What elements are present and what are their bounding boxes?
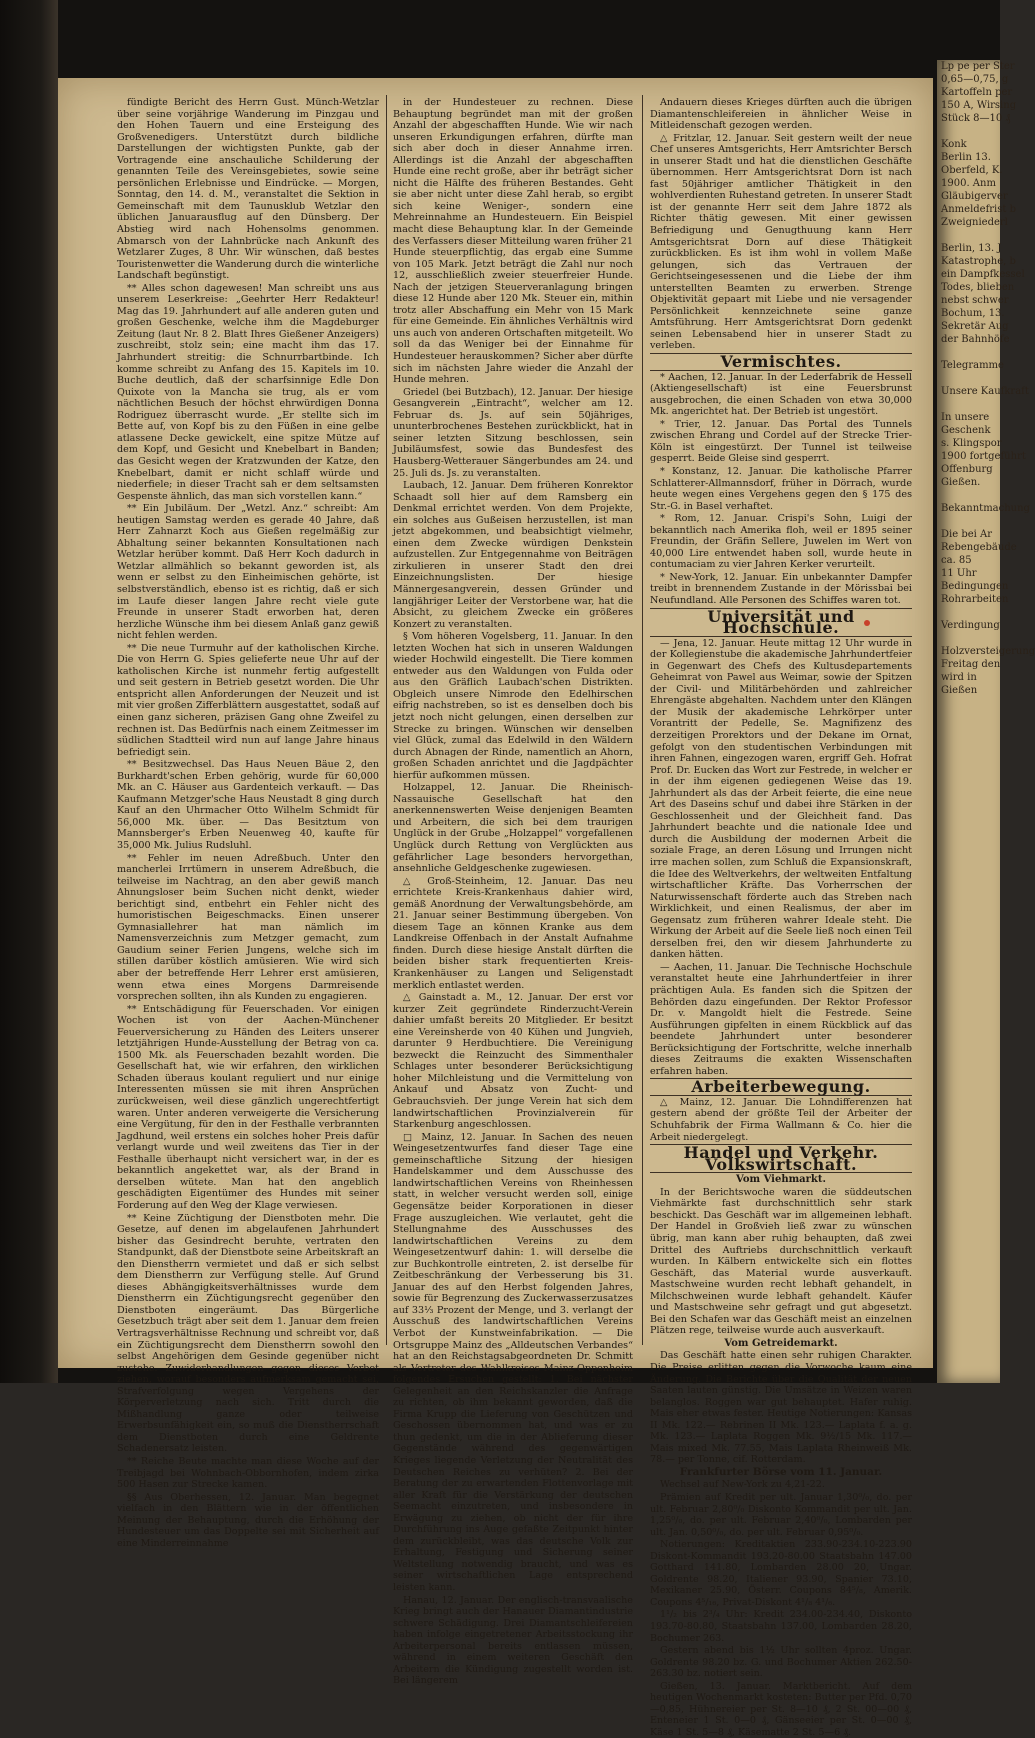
adjacent-page-line: Verdingung — [941, 620, 1000, 631]
article-paragraph: Prämien auf Kredit per ult. Januar 1,30⁰/₀, do. per ult. Februar 2,80⁰/₀ Diskonto Kommandit per ult. Jan. 1,25⁰/₀, do. per ult. Februar 2,40⁰/₀, Lombarden per ult. Jan. 0,50⁰/₀, do. per ult. Februar 0,95⁰/₀. — [650, 1491, 912, 1538]
adjacent-page-line: Die bei Ar — [941, 529, 993, 540]
adjacent-page-line: Telegramme — [941, 360, 1004, 371]
article-paragraph: — Jena, 12. Januar. Heute mittag 12 Uhr wurde in der Kollegienstube die akademische Jahrhundertfeier in Gegenwart des Chefs des Kultusdepartements Geheimrat von Pawel aus Weimar, sowie der Spitzen der Civil- und Militärbehörden und zahlreicher Ehrengäste abgehalten. Nachdem unter den Klängen der Musik der akademische Lehrkörper unter Vorantritt der Pedelle, Se. Magnifizenz des derzeitigen Prorektors und der Dekane im Ornat, gefolgt von den studentischen Verbindungen mit ihren Fahnen, eingezogen waren, ergriff Geh. Hofrat Prof. Dr. Eucken das Wort zur Festrede, in welcher er in der ihm eigenen gediegenen Weise das 19. Jahrhundert als das der Arbeit feierte, die eine neue Art des Daseins schuf und dabei ihre Stärken in der Geschlossenheit und der Gleichheit fand. Das Jahrhundert beachte und die nationale Idee und durch die Ausbildung der modernen Arbeit die soziale Frage, an deren Lösung und Irrungen nicht irre machen sollen, zum Schluß die Expansionskraft, die Idee des Weltverkehrs, der weltweiten Entfaltung wirtschaftlicher Kräfte. Das Vorherrschen der Naturwissenschaft förderte auch das Streben nach Wirklichkeit, und einen Realismus, der aber im Gegensatz zum früheren wahrer Ideale steht. Die Wirkung der Arbeit auf die Seele ließ noch einen Teil derselben frei, den wir diesem Jahrhunderte zu danken hätten. — [650, 637, 912, 961]
article-paragraph: in der Hundesteuer zu rechnen. Diese Behauptung begründet man mit der großen Anzahl der abgeschafften Hunde. Wie wir nach unseren Erkundigungen erfahren, dürfte man sich aber doch in dieser Annahme irren. Allerdings ist die Anzahl der abgeschafften Hunde eine recht große, aber ihr beträgt sicher nicht die Hälfte des früheren Bestandes. Geht sie aber nicht unter diese Zahl herab, so ergibt sich keine Weniger-, sondern eine Mehreinnahme an Hundesteuern. Ein Beispiel macht diese Behauptung klar. In der Gemeinde des Verfassers dieser Mitteilung waren früher 21 Hunde steuerpflichtig, das ergab eine Summe von 105 Mark. Jetzt beträgt die Zahl nur noch 12, ausschließlich zweier steuerfreier Hunde. Nach der jetzigen Steuerveranlagung bringen diese 12 Hunde aber 120 Mk. Steuer ein, mithin trotz aller Abschaffung ein Mehr von 15 Mark für eine Gemeinde. Ein ähnliches Verhältnis wird uns auch von anderen Ortschaften mitgeteilt. Wo soll da das Weniger bei der Einnahme für Hundesteuer herauskommen? Sicher aber dürfte sich im nächsten Jahre wieder die Anzahl der Hunde mehren. — [393, 97, 633, 386]
article-paragraph: ** Keine Züchtigung der Dienstboten mehr. Die Gesetze, auf denen im abgelaufenen Jahrhundert bisher das Gesindrecht beruhte, vertraten den Standpunkt, daß der Dienstbote seine Arbeitskraft an den Dienstherrn vermietet und daß er sich selbst dem Dienstherrn zur Verfügung stelle. Auf Grund dieses Abhängigkeitsverhältnisses wurde dem Dienstherrn ein Züchtigungsrecht gegenüber den Dienstboten eingeräumt. Das Bürgerliche Gesetzbuch trägt aber seit dem 1. Januar dem freien Vertragsverhältnisse Rechnung und schreibt vor, daß ein Züchtigungsrecht dem Dienstherrn sowohl den selbst Angehörigen dem Gesinde gegenüber nicht zustehe. Zuwiderhandlungen gegen dieses Verbot ziehen, worauf besonders aufmerksam gemacht sei, Strafverfolgung wegen Vergehens der Körperverletzung nach sich. Tritt durch die Mißhandlung ganze oder teilweise Erwerbsunfähigkeit ein, so muß die Dienstherrschaft dem Dienstboten durch eine Geldrente Schadenersatz leisten. — [117, 1212, 379, 1455]
adjacent-page-line: 0,65—0,75, g — [941, 74, 1009, 85]
article-paragraph: ** Besitzwechsel. Das Haus Neuen Bäue 2, den Burkhardt'schen Erben gehörig, wurde für 60,000 Mk. an C. Häuser aus Gardenteich verkauft. — Das Kaufmann Metzger'sche Haus Neustadt 8 ging durch Kauf an den Uhrmacher Otto Wilhelm Schmidt für 56,000 Mk. über. — Das Besitztum von Mannsberger's Erben Neuenweg 40, kaufte für 35,000 Mk. Julius Rudsluhl. — [117, 759, 379, 851]
adjacent-page-line: Berlin, 13. J — [941, 243, 1002, 254]
article-paragraph: □ Mainz, 12. Januar. In Sachen des neuen Weingesetzentwurfes fand dieser Tage eine gemeinschaftliche Sitzung der hiesigen Handelskammer und dem Ausschusse des landwirtschaftlichen Vereins von Rheinhessen statt, in welcher versucht werden soll, einige Gegensätze beider Korporationen in dieser Frage auszugleichen. Wie verlautet, geht die Stellungnahme des Ausschusses des landwirtschaftlichen Vereins zu dem Weingesetzentwurf dahin: 1. will derselbe die zur Buchkontrolle eintreten, 2. ist derselbe für Zeitbeschränkung der Verbesserung bis 31. Januar des auf den Herbst folgenden Jahres, sowie für Begrenzung des Zuckerwasserzusatzes auf 33⅓ Prozent der Menge, und 3. verlangt der Ausschuß des landwirtschaftlichen Vereins Verbot der Kunstweinfabrikation. — Die Ortsgruppe Mainz des „Alldeutschen Verbandes“ hat an den Reichstagsabgeordneten Dr. Schmitt als Vertreter des Wahlkreises Mainz-Oppenheim folgendes Ersuchen gestellt: 1. Bei nächster Gelegenheit an den Reichskanzler die Anfrage zu richten, ob ihm bekannt geworden, daß die Firma Krupp die Lieferung von Geschützen und Geschossen übernommen hat, und was er zu thun gedenkt, um die in der Ablieferung dieser Gegenstände während des gegenwärtigen Krieges liegende Verletzung der Neutralität des Deutschen Reiches zu verhüten? 2. Bei der Beratung der zu erwartenden Flottenvorlage mit aller Kraft für die Verstärkung der deutschen Seemacht einzutreten, und insbesondere in Erwägung zu ziehen, ob nicht der für ihre Durchführung ins Auge gefaßte Zeitpunkt hinter dem zurückbleibt, was das deutsche Volk zur Erhaltung, Festigung und Sicherung seiner Weltstellung notwendig braucht, und was es seiner wirtschaftlichen Lage entsprechend leisten kann. — [393, 1131, 633, 1593]
article-paragraph: ** Alles schon dagewesen! Man schreibt uns aus unserem Leserkreise: „Geehrter Herr Redakteur! Mag das 19. Jahrhundert auf alle anderen guten und großen Geschenke, welche ihm die Magdeburger Zeitung (laut Nr. 8 2. Blatt Ihres Gießener Anzeigers) zuschreibt, stolz sein; eine macht ihm das 17. Jahrhundert streitig: die Schnurrbartbinde. Ich komme schreibt zu Anfang des 15. Kapitels im 10. Buche deutlich, daß der scharfsinnige Edle Don Quixote von la Mancha sie trug, als er vom nächtlichen Besuch der höchst ehrwürdigen Donna Rodriguez überrascht wurde. „Er stellte sich im Bette auf, von Kopf bis zu den Füßen in eine gelbe atlassene Decke gewickelt, eine spitze Mütze auf dem Kopf, und Gesicht und Knebelbart in Banden; das Gesicht wegen der Kratzwunden der Katze, den Knebelbart, damit er nicht schlaff würde und niederfiele; in dieser Tracht sah er dem seltsamsten Gespenste ähnlich, das man sich vorstellen kann.“ — [117, 282, 379, 502]
article-paragraph: * Trier, 12. Januar. Das Portal des Tunnels zwischen Ehrang und Cordel auf der Strecke Trier-Köln ist eingestürzt. Der Tunnel ist teilweise gesperrt. Beide Gleise sind gesperrt. — [650, 418, 912, 465]
adjacent-page-line: 1900. Anm — [941, 178, 996, 189]
section-heading: Universität und Hochschule. — [650, 608, 912, 637]
column-3 — [650, 97, 912, 1738]
article-paragraph: Notierungen: Kreditaktien 233.90-234.10-223.90 Diskont-Kommandit 193.20-80.00 Staatsbahn 147.00 Gotthard 141.80, Lombarden 28.00 20, Ungar. Goldrente 98.20, Italiener 93.90, Spanier 73.10, Mexikaner 25.90, Österr. Coupons 84⁵/₈, Amerik. Coupons 4⁵/₁₆, Privat-Diskont 4¹/₈ 4¹/₆. — [650, 1539, 912, 1608]
article-paragraph: * Konstanz, 12. Januar. Die katholische Pfarrer Schlatterer-Allmannsdorf, früher in Dörrach, wurde heute wegen eines Vergehens gegen den § 175 des Str.-G. in Basel verhaftet. — [650, 465, 912, 512]
article-paragraph: ** Entschädigung für Feuerschaden. Vor einigen Wochen ist von der Aachen-Münchener Feuerversicherung zu Händen des Leiters unserer letztjährigen Hunde-Ausstellung der Betrag von ca. 1500 Mk. als Feuerschaden bezahlt worden. Die Gesellschaft hat, wie wir erfahren, den wirklichen Schaden überaus koulant reguliert und nur einige Interessenten müssen sie mit ihren Ansprüchen zurückweisen, weil diese gänzlich ungerechtfertigt waren. Unter anderen verweigerte die Versicherung eine Vergütung, für den in der Festhalle verbrannten Jagdhund, weil erstens ein solches hoher Preis dafür verlangt wurde und weil zweitens das Tier in der Festhalle überhaupt nicht versichert war, in der es bekanntlich angekettet war, als der Brand in derselben wütete. Man hat den angeblich geschädigten Eigentümer des Hundes mit seiner Forderung auf den Weg der Klage verwiesen. — [117, 1003, 379, 1211]
article-paragraph: * New-York, 12. Januar. Ein unbekannter Dampfer treibt in brennendem Zustande in der Mörissbai bei Neufundland. Alle Personen des Schiffes waren tot. — [650, 571, 912, 606]
adjacent-page-line: 1900 fortgeführt — [941, 451, 1026, 462]
adjacent-page-line: Sekretär Aug — [941, 321, 1009, 332]
article-paragraph: ** Fehler im neuen Adreßbuch. Unter den mancherlei Irrtümern in unserem Adreßbuch, die teilweise im Nachtrag, an den aber gewiß manch Ahnungsloser beim Suchen nicht denkt, wieder berichtigt sind, entbehrt ein Fehler nicht des humoristischen Beigeschmacks. Einen unserer Gymnasiallehrer hat man nämlich im Namensverzeichnis zum Metzger gemacht, zum Gaudium seiner Ferien Jungens, welche sich im stillen darüber köstlich amüsieren. Wie wird sich aber der betreffende Herr Lehrer erst amüsieren, wenn etwa eines Morgens Darmreisende vorsprechen sollten, ihn als Kunden zu engagieren. — [117, 852, 379, 1003]
section-subheading: Vom Getreidemarkt. — [724, 1337, 838, 1349]
adjacent-page-line — [937, 346, 1000, 359]
adjacent-page-line: Offenburg — [941, 464, 993, 475]
article-paragraph: — Aachen, 11. Januar. Die Technische Hochschule veranstaltet heute eine Jahrhundertfeier in ihrer prächtigen Aula. Es fanden sich die Spitzen der Behörden dazu eingefunden. Der Rektor Professor Dr. v. Mangoldt hielt die Festrede. Seine Ausführungen gipfelten in einem Rückblick auf das beendete Jahrhundert unter besonderer Berücksichtigung der Fortschritte, welche innerhalb dieses Zeitraums die exakten Wissenschaften erfahren haben. — [650, 961, 912, 1077]
article-paragraph: fündigte Bericht des Herrn Gust. Münch-Wetzlar über seine vorjährige Wanderung im Pinzgau und den Hohen Tauern und eine Ersteigung des Großvenedigers. Unterstützt durch bildliche Darstellungen der wichtigsten Punkte, gab der Vortragende eine anschauliche Schilderung der genannten Teile des Vereinsgebietes, sowie seine persönlichen Erlebnisse und Eindrücke. — Morgen, Sonntag, den 14. d. M., veranstaltet die Sektion in Gemeinschaft mit dem Taunusklub Wetzlar den üblichen Januarausflug auf den Dünsberg. Der Abstieg wird nach Hohensolms genommen. Abmarsch von der Lahnbrücke nach Ankunft des Wetzlarer Zuges, 8 Uhr. Wir wünschen, daß bestes Touristenwetter die Wanderung durch die winterliche Landschaft begünstigt. — [117, 97, 380, 282]
adjacent-page-line: Kartoffeln per — [941, 87, 1013, 98]
adjacent-page-line — [937, 229, 1000, 242]
adjacent-page-line: Freitag den — [941, 659, 1001, 670]
adjacent-page-line — [937, 489, 1000, 502]
adjacent-page-line: Rebengebäude — [941, 542, 1017, 553]
article-paragraph: Hanau, 12. Januar. Der englisch-transvaalische Krieg bringt auch der Hanauer Diamantindustrie schwere Schädigung. Drei Diamantschleifereien haben infolge eingetretener Arbeitsstockung ihr Arbeiterpersonal bereits entlassen müssen, während in einem weiteren Geschäft den Arbeitern die Kündigung zugestellt worden ist. Bei längerem — [393, 1594, 633, 1687]
adjacent-page-line: Unsere Kaufkraft — [941, 386, 1029, 397]
adjacent-page-line: s. Klingspor — [941, 438, 1002, 449]
article-paragraph: Holzappel, 12. Januar. Die Rheinisch-Nassauische Gesellschaft hat den anerkennenswerten Weise denjenigen Beamten und Arbeitern, die sich bei dem traurigen Unglück in der Grube „Holzappel“ vorgefallenen Unglück durch Rettung von Verglückten aus gefährlicher Lage besonders hervorgethan, ansehnliche Geldgeschenke zugewiesen. — [393, 782, 633, 875]
section-heading: Arbeiterbewegung. — [650, 1078, 912, 1096]
adjacent-page-line: der Bahnhöfe — [941, 334, 1010, 345]
adjacent-page-line: Gießen — [941, 685, 978, 696]
adjacent-page-line — [937, 632, 1000, 645]
adjacent-page-line: 11 Uhr — [941, 568, 977, 579]
adjacent-page-line: Bedingungen — [941, 581, 1009, 592]
adjacent-page-line: Bochum, 13. — [941, 308, 1005, 319]
left-page-edge — [0, 0, 58, 1383]
adjacent-page-line: Oberfeld, K. — [941, 165, 1003, 176]
article-paragraph: * Rom, 12. Januar. Crispi's Sohn, Luigi der bekanntlich nach Amerika floh, weil er 1895 seiner Freundin, der Gräfin Sellere, Juwelen im Wert von 40,000 Lire entwendet haben soll, wurde heute in contumaciam zu vier Jahren Kerker verurteilt. — [650, 513, 912, 571]
adjacent-page-line — [937, 515, 1000, 528]
adjacent-page-line — [937, 398, 1000, 411]
adjacent-page-line — [937, 606, 1000, 619]
adjacent-page-line: Geschenk — [941, 425, 991, 436]
adjacent-page-line: 150 A, Wirsing — [941, 100, 1017, 111]
article-paragraph: Gießen, 13. Januar. Marktbericht. Auf dem heutigen Wochenmarkt kosteten: Butter per Pfd. 0,70—0,85, Hühnereier per St. 8—10 ₰, 2 St. 00—00 ₰, Enteneier 1 St. 0—0 ₰, Gänseeier per St. 0—00 ₰, Käse 1 St. 5—8 ₰, Käsematte 2 St. 5—6 ₰. — [650, 1680, 912, 1738]
article-paragraph: △ Gainstadt a. M., 12. Januar. Der erst vor kurzer Zeit gegründete Rinderzucht-Verein dahier umfaßt bereits 20 Mitglieder. Er besitzt eine Vereinsherde von 40 Kühen und Jungvieh, darunter 9 Herdbuchtiere. Die Vereinigung bezweckt die Reinzucht des Simmenthaler Schlages unter besonderer Berücksichtigung hoher Milchleistung und die Vermittelung von Ankauf und Absatz von Zucht- und Gebrauchsvieh. Der junge Verein hat sich dem landwirtschaftlichen Provinzialverein für Starkenburg angeschlossen. — [393, 992, 633, 1131]
adjacent-page-line: In unsere — [941, 412, 990, 423]
column-divider-2 — [642, 95, 643, 1345]
article-paragraph: Wechsel auf New-York zu 4,21-22. — [660, 1479, 825, 1491]
article-paragraph: ** Die neue Turmuhr auf der katholischen Kirche. Die von Herrn G. Spies gelieferte neue Uhr auf der katholischen Kirche ist nunmehr fertig aufgestellt und seit gestern in Betrieb gesetzt worden. Die Uhr entspricht allen Anforderungen der Neuzeit und ist mit vier großen Zifferblättern ausgestattet, sodaß auf einen ganz sicheren, präzisen Gang ohne Zweifel zu rechnen ist. Das Bedürfnis nach einem Zeitmesser im südlichen Stadtteil wird nun auf lange Jahre hinaus befriedigt sein. — [117, 642, 379, 758]
article-paragraph: ** Reiche Beute machte man diese Woche auf der Treibjagd bei Wohnbach-Obbornhofen, indem zirka 500 Hasen zur Strecke kamen. — [117, 1455, 379, 1491]
adjacent-page-line: Holzversteigerung — [941, 646, 1035, 657]
adjacent-page-line: Stück 8—10 ₰ — [941, 113, 1011, 124]
article-paragraph: * Aachen, 12. Januar. In der Lederfabrik de Hessell (Aktiengesellschaft) ist eine Feuersbrunst ausgebrochen, die einen Schaden von etwa 30,000 Mk. angerichtet hat. Der Betrieb ist ungestört. — [650, 371, 912, 418]
adjacent-page-line: nebst schwer — [941, 295, 1009, 306]
article-paragraph: Griedel (bei Butzbach), 12. Januar. Der hiesige Gesangverein „Eintracht“, welcher am 12. Februar ds. Js. auf sein 50jähriges, ununterbrochenes Bestehen zurückblickt, hat in seiner letzten Sitzung beschlossen, sein Jubiläumsfest, sowie das Bundesfest des Hausberg-Wetterauer Sängerbundes am 24. und 25. Juli ds. Js. zu veranstalten. — [393, 386, 633, 479]
adjacent-page-line: Rohrarbeiten — [941, 594, 1009, 605]
section-heading: Handel und Verkehr. Volkswirtschaft. — [650, 1144, 912, 1173]
adjacent-page-line: Gläubigerver — [941, 191, 1008, 202]
article-paragraph: △ Groß-Steinheim, 12. Januar. Das neu errichtete Kreis-Krankenhaus dahier wird, gemäß Anordnung der Verwaltungsbehörde, am 21. Januar seiner Bestimmung übergeben. Von diesem Tage an können Kranke aus dem Landkreise Offenbach in der Anstalt Aufnahme finden. Durch diese hiesige Anstalt dürften die beiden bisher stark frequentierten Kreis-Krankenhäuser zu Langen und Seligenstadt merklich entlastet werden. — [393, 875, 633, 991]
adjacent-page-line: Todes, blieben — [941, 282, 1015, 293]
adjacent-page-line — [937, 372, 1000, 385]
column-1 — [117, 97, 380, 1549]
article-paragraph: △ Fritzlar, 12. Januar. Seit gestern weilt der neue Chef unseres Amtsgerichts, Herr Amtsrichter Bersch in unserer Stadt und hat die dienstlichen Geschäfte übernommen. Herr Amtsgerichtsrat Dorn ist nach fast 50jähriger amtlicher Thätigkeit in den wohlverdienten Ruhestand getreten. In unserer Stadt ist der genannte Herr seit dem Jahre 1872 als Richter thätig gewesen. Mit einer gewissen Befriedigung und Genugthuung kann Herr Amtsgerichtsrat Dorn auf diese Thätigkeit zurückblicken. Es ist ihm wohl in vollem Maße gelungen, sich das Vertrauen der Gerichtseingesessenen und die Liebe der ihm unterstellten Beamten zu erwerben. Strenge Objektivität gepaart mit Liebe und nie versagender Persönlichkeit kennzeichnete seine ganze Amtsführung. Herr Amtsgerichtsrat Dorn gedenkt seinen Lebensabend hier in unserer Stadt zu verleben. — [650, 132, 912, 352]
article-paragraph: △ Mainz, 12. Januar. Die Lohndifferenzen hat gestern abend der größte Teil der Arbeiter der Schuhfabrik der Firma Wallmann & Co. hier die Arbeit niedergelegt. — [650, 1096, 912, 1143]
article-paragraph: In der Berichtswoche waren die süddeutschen Viehmärkte fast durchschnittlich sehr stark beschickt. Das Geschäft war im allgemeinen lebhaft. Der Handel in Großvieh ließ zwar zu wünschen übrig, man kann aber ruhig behaupten, daß zwei Drittel des Auftriebs durchschnittlich verkauft wurden. In Kälbern entwickelte sich ein flottes Geschäft, das Material wurde ausverkauft. Mastschweine wurden recht lebhaft gehandelt, in Milchschweinen wurde lebhaft gehandelt. Käufer und Mastschweine sehr gefragt und gut abgesetzt. Bei den Schafen war das Geschäft meist an einzelnen Plätzen rege, teilweise wurde auch ausverkauft. — [650, 1186, 912, 1337]
article-paragraph: 1¹/₂ bis 2³/₄ Uhr: Kredit 234.00-234.40, Diskonto 193.70-80.80, Staatsbahn 137.00, Lombarden 28.20, Bochumer 263. — [650, 1609, 912, 1644]
adjacent-page-line: Zweigniederl — [941, 217, 1008, 228]
article-paragraph: § Vom höheren Vogelsberg, 11. Januar. In den letzten Wochen hat sich in unseren Waldungen wieder Hochwild eingestellt. Die Tiere kommen entweder aus den Waldungen von Fulda oder aus den Gräflich Laubach'schen Distrikten. Obgleich unsere Nimrode den Edelhirschen eifrig nachstreben, so ist es denselben doch bis jetzt noch nicht gelungen, einen derselben zur Strecke zu bringen. Wünschen wir denselben viel Glück, zumal das Edelwild in den Wäldern durch Abnagen der Rinde, namentlich an Ahorn, großen Schaden anrichtet und die Jagdpächter hierfür aufkommen müssen. — [393, 631, 633, 781]
adjacent-page-fragment — [937, 60, 1035, 1383]
adjacent-page-line: ca. 85 — [941, 555, 972, 566]
exchange-heading: Frankfurter Börse vom 11. Januar. — [679, 1465, 883, 1478]
article-paragraph: ** Ein Jubiläum. Der „Wetzl. Anz.“ schreibt: Am heutigen Samstag werden es gerade 40 Jahre, daß Herr Zahnarzt Koch aus Gießen regelmäßig zur Abhaltung seiner bekannten Konsultationen nach Wetzlar herüber kommt. Daß Herr Koch dadurch in Wetzlar allmählich so bekannt geworden ist, als wenn er selbst zu den Einheimischen gehörte, ist selbstverständlich, ebenso ist es richtig, daß er sich im Laufe dieser langen Jahre recht viele gute Freunde in unserer Stadt erworben hat, deren herzliche Wünsche ihm bei diesem Anlaß ganz gewiß nicht fehlen werden. — [117, 503, 379, 642]
column-divider-1 — [386, 95, 387, 1345]
adjacent-page-line: Anmeldefrist b — [941, 204, 1016, 215]
adjacent-page-line: Konk — [941, 139, 967, 150]
article-paragraph: Gestern abend bis 1½ Uhr sollten 4proz. Ungar. Goldrente 98.20 bz. G. und Bochumer Aktien 262.50-263.30 bz. notiert sein. — [650, 1645, 912, 1680]
adjacent-page-line: Bekanntmachung — [941, 503, 1030, 514]
adjacent-page-line: ein Dampfkessel — [941, 269, 1025, 280]
adjacent-page-line: Lp pe per Ster — [941, 61, 1015, 72]
article-paragraph: Das Geschäft hatte einen sehr ruhigen Charakter. Die Preise erlitten gegen die Vorwoche kaum eine Änderung. Die Berichte über die Qualität der neuen Saaten lauten günstig. Die Umsätze in Weizen waren belanglos. Roggen war gut behauptet. Hafer ruhig. Mais eher etwas fester. Heutige Notierungen: Kansas II Mk. 122.— Rebrinen II Mk. 123.— Laplata f. a. g. Mk. 123.— Laplata Roggen Mk. 9½/15 Mk. 117.— Mais mixed Mk. 77.55, Mais Laplata Rheinweiß Mk. 78.— per Tonne, cif. Rotterdam. — [650, 1350, 912, 1466]
adjacent-page-line: wird in — [941, 672, 977, 683]
column-2 — [393, 97, 633, 1687]
adjacent-page-line — [937, 125, 1000, 138]
adjacent-page-line: Katastrophe, b — [941, 256, 1016, 267]
red-ink-mark — [864, 620, 870, 626]
section-heading: Vermischtes. — [650, 353, 912, 371]
article-paragraph: §§ Aus Oberhessen, 12. Januar. Man begegnet vielfach in den Blättern wie in der öffentlichen Meinung der Behauptung, durch die Erhöhung der Hundesteuer um das Doppelte sei mit Sicherheit auf eine Minderreinnahme — [117, 1491, 379, 1549]
article-paragraph: Andauern dieses Krieges dürften auch die übrigen Diamantenschleifereien in ähnlicher Weise in Mitleidenschaft gezogen werden. — [650, 97, 912, 132]
section-subheading: Vom Viehmarkt. — [736, 1174, 826, 1186]
article-paragraph: Laubach, 12. Januar. Dem früheren Konrektor Schaadt soll hier auf dem Ramsberg ein Denkmal errichtet werden. Von dem Projekte, ein solches aus Gußeisen herzustellen, ist man jetzt abgekommen, und beabsichtigt vielmehr, einen dem Zwecke würdigen Denkstein aufzustellen. Zur Entgegennahme von Beiträgen zirkulieren in unserer Stadt den drei Einzeichnungslisten. Der hiesige Männergesangverein, dessen Gründer und langjähriger Leiter der Verstorbene war, hat die Absicht, zu gleichem Zwecke ein größeres Konzert zu veranstalten. — [393, 480, 633, 630]
adjacent-page-line: Gießen. — [941, 477, 981, 488]
adjacent-page-line: Berlin 13. — [941, 152, 991, 163]
